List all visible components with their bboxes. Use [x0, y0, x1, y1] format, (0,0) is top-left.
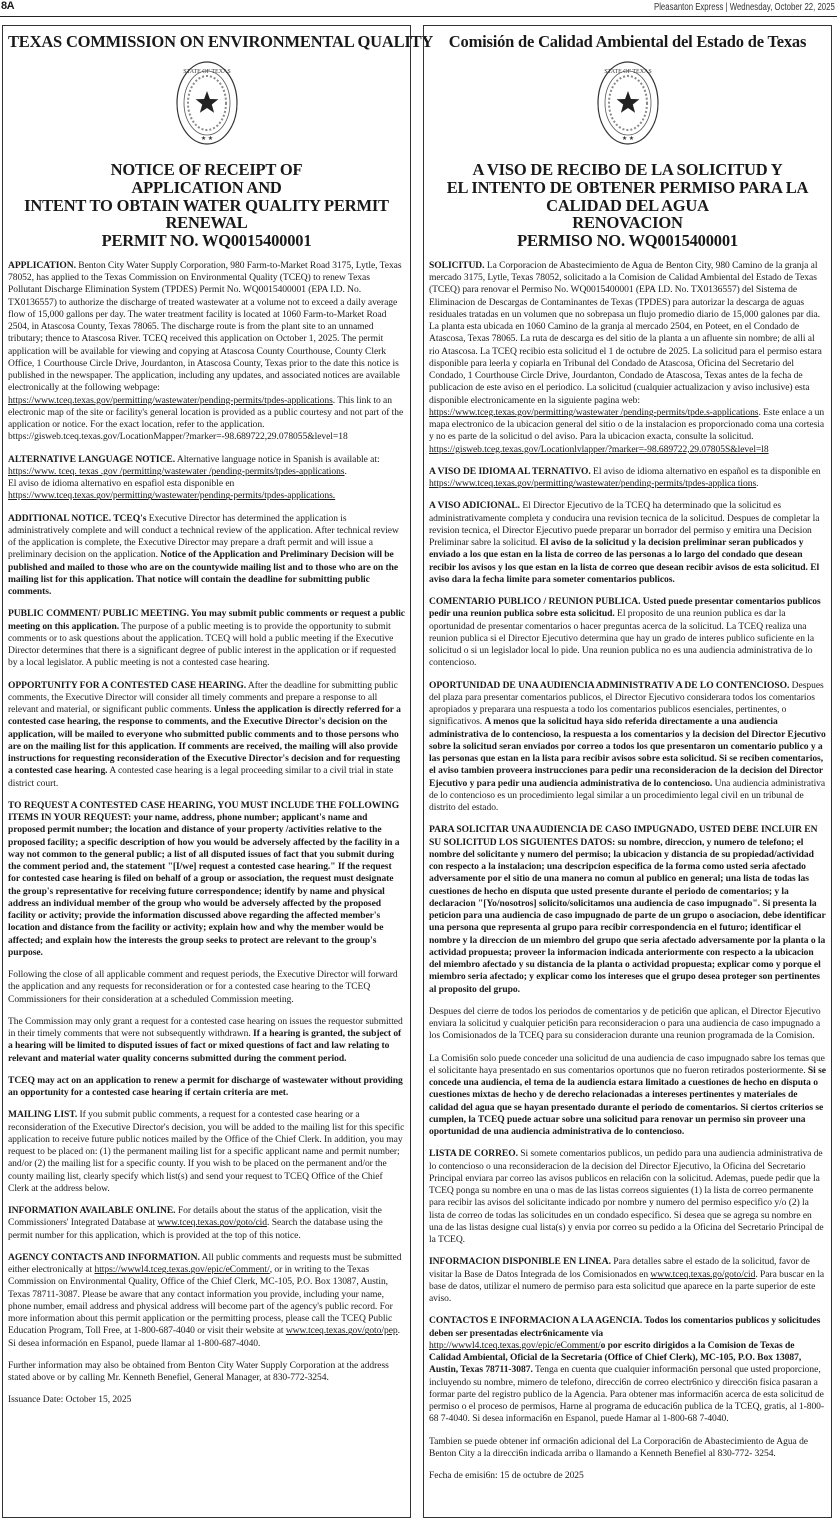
svg-text:★ ★: ★ ★: [621, 136, 634, 142]
bold-text: ALTERNATIVE LANGUAGE NOTICE.: [8, 453, 176, 465]
body-text: Further information may also be obtained from Benton City Water Supply Corporation at the address stated above or by calling Mr. Kenneth Benefiel, General Manager, at 830-772-3254.: [8, 1359, 389, 1384]
notice-heading: NOTICE OF RECEIPT OF APPLICATION AND INTENT TO OBTAIN WATER QUALITY PERMIT RENEWAL PERMIT NO. WQ0015400001: [24, 160, 389, 251]
svg-text:STATE OF TEXAS: STATE OF TEXAS: [182, 69, 231, 75]
body-text: The Commission may only grant a request for a contested case hearing on issues the requestor submitted in their timely comments that were not subsequently withdrawn.: [8, 1015, 403, 1040]
notice-paragraph: [429, 1256, 826, 1305]
body-text: Tenga en cuenta que cualquier informaci6n personal que usted proporcione, incluyendo su nombre, mimero de telefono, direcci6n de correo electr6nico y direcci6n fisica pasaran a formar parte del registro publico de la Agencia. Para obtener mas informaci6n acerca de esta solicitud de permiso o el proceso de permisos, Harne al programa de educaci6n publica de la TCEQ, gratis, al 1-800-68 7-4040. Si desea informaci6n en Espanol, puede Hamar al 1-800-68 7-4040.: [429, 1364, 825, 1425]
notice-paragraph: [429, 466, 826, 491]
notice-paragraph: [8, 800, 405, 959]
body-text: .: [756, 478, 759, 490]
bold-text: INFORMACION DISPONIBLE EN LINEA.: [429, 1256, 611, 1268]
svg-text:STATE OF TEXAS: STATE OF TEXAS: [603, 69, 652, 75]
body-text: Para detalles sabre el estado de la solicitud, favor de visitar la Base de Datos Integrada de los Comisionados en: [429, 1256, 810, 1280]
notice-paragraph: [8, 1205, 405, 1242]
page-number: 8A: [1, 0, 15, 12]
url-link[interactable]: https://gisweb.tceg.texas.gov/Locationlvlapper/?marker=-98.689722,29.07805S&level=l8: [429, 443, 769, 455]
notice-paragraph: [429, 1470, 826, 1482]
url-link[interactable]: https://www.tceq.texas.gov/permitting/wastewater/pending-permits/tpdes-applications.: [8, 490, 336, 502]
body-text: . Search the database using the permit number for this application, which is provided at the top of this notice.: [8, 1217, 383, 1241]
notice-paragraph: [8, 608, 405, 669]
body-text: Benton City Water Supply Corporation, 980 Farm-to-Market Road 3175, Lytle, Texas 78052, has applied to the Texas Commission on Environmental Quality (TCEQ) to renew Texas Pollutant Discharge Elimination System (TPDES) Permit No. WQ0015400001 (EPA I.D. No. TX0136557) to authorize the discharge of treated wastewater at a volume not to exceed a daily average flow of 15,000 gallons per day. The water treatment facility is located at 1060 Farm-to-Market Road 2504, in Atascosa County, Texas 78065. The discharge route is from the plant site to an unnamed tributary; thence to Atascosa River. TCEQ received this application on October 1, 2025. The permit application will be available for viewing and copying at Atascosa County Courthouse, County Clerk Office, 1 Courthouse Circle Drive, Jourdanton, in Atascosa County, Texas prior to the date this notice is published in the newspaper. The application, including any updates, and associated notices are available electronically at the following webpage:: [8, 259, 402, 394]
body-text: Despues del plaza para presentar comentarios publicos, el Director Ejecutivo considerara todos los comentarios apropiados y preparara una respuesta a todo los comentarios publicos esenciales, pertinentes, o significativos.: [429, 679, 824, 728]
body-text: . El aviso de idioma alternativo en espafiol esta disponible en: [8, 465, 347, 490]
url-link[interactable]: https://www. tceq. texas .gov /permitting/wastewater /pending-permits/tpdes-applications: [8, 465, 345, 477]
notice-heading: A VISO DE RECIBO DE LA SOLICITUD Y EL INTENTO DE OBTENER PERMISO PARA LA CALIDAD DEL AGUA RENOVACION PERMISO NO. WQ0015400001: [446, 160, 809, 251]
svg-text:★ ★: ★ ★: [200, 136, 213, 142]
notice-body: [429, 260, 826, 1483]
texas-seal-icon: [176, 60, 238, 146]
notice-title: Comisión de Calidad Ambiental del Estado de Texas: [448, 32, 807, 51]
body-text: Following the close of all applicable comment and request periods, the Executive Director will forward the application and any requests for reconsideration or for a contested case hearing to the TCEQ Commissioners for their consideration at a scheduled Commission meeting.: [8, 969, 398, 1005]
body-text: If you submit public comments, a request for a contested case hearing or a reconsideration of the Executive Director's decision, you will be added to the mailing list for this specific application to receive future public notices mailed by the Office of the Chief Clerk. In addition, you may request to be placed on: (1) the permanent mailing list for a specific applicant name and permit number; and/or (2) the mailing list for a specific county. If you wish to be placed on the permanent and/or the county mailing list, clearly specify which list(s) and send your request to TCEQ Office of the Chief Clerk at the address below.: [8, 1109, 405, 1194]
body-text: El aviso de idioma alternativo en español es ta disponible en: [590, 465, 821, 477]
notice-paragraph: [429, 1053, 826, 1139]
url-link[interactable]: https://www.tceq.texas.gov/permitting/wastewater/pending-permits/tpdes-applications: [8, 394, 333, 406]
notice-paragraph: [429, 1148, 826, 1246]
notice-paragraph: [429, 824, 826, 996]
notice-paragraph: [8, 1075, 405, 1100]
notice-paragraph: [429, 500, 826, 586]
notice-paragraph: [8, 1109, 405, 1195]
notice-body: [8, 260, 405, 1407]
notice-paragraph: [8, 1394, 405, 1406]
english-notice: [2, 25, 434, 1518]
body-text: . This link to an electronic map of the site or facility's general location is provided as a public courtesy and not part of the application or notice. For the exact location, refer to the application. bttps://gisweb.tceq.texas.gov/LocationMapper/?marker=-98.689722,29.078055&level=18: [8, 394, 404, 443]
notice-paragraph: [429, 260, 826, 456]
url-link[interactable]: www.tceq.texas.gov/goto/cid: [157, 1217, 268, 1229]
bold-text: OPORTUNIDAD DE UNA AUDIENCIA ADMINISTRATIV A DE LO CONTENCIOSO.: [429, 679, 790, 691]
bold-text: SOLICITUD.: [429, 259, 485, 271]
bold-text: MAILING LIST.: [8, 1109, 78, 1121]
bold-text: TO REQUEST A CONTESTED CASE HEARING, YOU MUST INCLUDE THE FOLLOWING ITEMS IN YOUR REQUEST: your name, address, phone number; applicant's name and proposed permit number; the location and distance of your property /activities relative to the proposed facility; a specific description of how you would be adversely affected by the facility in a way not common to the general public; a list of all disputed issues of fact that you submit during the comment period and, the statement "[I/we] request a contested case hearing." If the request for contested case hearing is filed on behalf of a group or association, the request must designate the group's representative for receiving future correspondence; identify by name and physical address an individual member of the group who would be adversely affected by the proposed facility or activity; provide the information discussed above regarding the affected member's location and distance from the facility or activity; explain how and why the member would be affected; and explain how the interests the group seeks to protect are relevant to the group's purpose.: [8, 799, 400, 958]
body-text: Despues del cierre de todos los periodos de comentarios y de petici6n que aplican, el Director Ejecutivo enviara la solicitud y cualquier petici6n para reconsideracion o para una audiencia de caso impugnado a los Comisionados de la TCEQ para su consideracion durante una reunion programada de la Comision.: [429, 1005, 821, 1042]
bold-text: Notice of the Application and Preliminary Decision will be published and mailed to those who are on the countywide mailing list and to those who are on the mailing list for this application. That notice will contain the deadline for submitting public comments.: [8, 549, 399, 598]
body-text: La Comisi6n solo puede conceder una solicitud de una audiencia de caso impugnado sabre los temas que el solicitante haya presentado en sus comentarios oportunos que no fueron retirados posteriormente.: [429, 1052, 825, 1076]
masthead: [0, 0, 837, 17]
body-text: The purpose of a public meeting is to provide the opportunity to submit comments or to ask questions about the application. TCEQ will hold a public meeting if the Executive Director determines that there is a significant degree of public interest in the application or if requested by a local legislator. A public meeting is not a contested case hearing.: [8, 620, 397, 669]
notice-paragraph: [8, 969, 405, 1006]
bold-text: Unless the application is directly referred for a contested case hearing, the response to comments, and the Executive Director's decision on the application, will be mailed to everyone who submitted public comments and to those persons who are on the mailing list for this application. If comments are received, the mailing will also provide instructions for requesting reconsideration of the Executive Director's decision and for requesting a contested case hearing.: [8, 704, 401, 777]
body-text: La Corporacion de Abastecimiento de Agua de Benton City, 980 Camino de la granja al mercado 3175, Lytle, Texas 78052, solicitado a la Comision de Calidad Ambiental del Estado de Texas (TCEQ) para renovar el Permiso No. WQ0015400001 (EPA I.D. No. TX0136557) del Sistema de Eliminacion de Descargas de Contaminantes de Texas (TPDES) para autorizar la descarga de aguas residuales tratadas en un volumen que no sobrepasa un flujo promedio diario de 15,000 galones par dia. La planta esta ubicada en 1060 Camino de la granja al mercado 2504, en Poteet, en el Condado de Atascosa, Texas 78065. La ruta de descarga es del sitio de la planta a un afluente sin nombre; de alli al rio Atascosa. La TCEQ recibio esta solicitud el 1 de octubre de 2025. La solicitud para el permiso estara disponible para leerla y copiarla en Tribunal del Condado de Atascosa, Oficina del Secretario del Condado, 1 Courthouse Circle Drive, Jourdanton, Condado de Atascosa, Texas antes de la fecha de publicacion de este aviso en el periodico. La solicitud (cualquier actualizacion y aviso inclusive) esta disponible electronicamente en la siguiente pagina web:: [429, 259, 822, 406]
body-text: Una audiencia administrativa de lo contencioso es un procedimiento legal similar a un procedimiento legal civil en un tribunal de distrito del estado.: [429, 777, 826, 814]
bold-text: o por escrito dirigidos a la Comision de Texas de Calidad Ambiental, Oficial de la Secretaria (Office of Chief Clerk), MC-105, P.O. Box 13087, Austin, Texas 78711-3087.: [429, 1339, 802, 1376]
notice-paragraph: [429, 596, 826, 670]
bold-text: If a hearing is granted, the subject of a hearing will be limited to disputed issues of fact or mixed questions of fact and law relating to relevant and material water quality concerns submitted during the comment period.: [8, 1028, 402, 1064]
notice-paragraph: [8, 454, 405, 503]
bold-text: LISTA DE CORREO.: [429, 1148, 518, 1160]
notice-paragraph: [8, 1360, 405, 1385]
url-link[interactable]: https://www.tceq.texas.gov/permitting/wastewater/pending-permits/tpdes-applica tions: [429, 478, 757, 490]
notice-paragraph: [429, 1436, 826, 1461]
bold-text: El aviso de la solicitud y la decision preliminar seran publicados y enviado a los que estan en la lista de correo de las personas a lo largo del condado que desean recibir los avisos y los que estan en la lista de correo que desean recibir avisos de esta solicitud. El aviso dara la fecha limite para someter comentarios publicos.: [429, 537, 820, 585]
spanish-notice: [423, 25, 832, 1518]
bold-text: Si se concede una audiencia, el tema de la audiencia estara limitado a cuestiones de hecho en disputa o cuestiones mixtas de hecho y de derecho relacionadas a intereses pertinentes y materiales de calidad del agua que se hayan presentado durante el periodo de comentarios. Si ciertos criterios se cumplen, la TCEQ puede actuar sobre una solicitud para renovar un permiso sin proveer una oportunidad de una audiencia administrativa de lo contencioso.: [429, 1064, 826, 1138]
body-text: El proposito de una reunion publica es dar la oportunidad de presentar comentarios o hacer preguntas acerca de la solicitud. La TCEQ realiza una reunion publica si el Director Ejecutivo determina que hay un grado de interes publico suficiente en la solicitud o si un legislador local lo pide. Una reunion publica no es una audiencia administrativa de lo contencioso.: [429, 608, 815, 669]
body-text: Issuance Date: October 15, 2025: [8, 1394, 132, 1406]
url-link[interactable]: http://wwwl4.tceq.texas.gov/epic/eComment/: [429, 1339, 601, 1351]
dateline: Pleasanton Express | Wednesday, October 22, 2025: [654, 2, 835, 13]
texas-seal-icon: [597, 60, 659, 146]
bold-text: CONTACTOS E INFORMACION A LA AGENCIA. Todos los comentarios publicos y solicitudes deben ser presentadas electr6nicamente via: [429, 1315, 821, 1339]
body-text: After the deadline for submitting public comments, the Executive Director will consider all timely comments and prepare a response to all relevant and material, or significant public comments.: [8, 679, 398, 716]
url-link[interactable]: https://wwwl4.tceg.texas.gov/epic/eComment/: [94, 1264, 270, 1276]
url-link[interactable]: www.tceq.texas.gov/goto/pep: [285, 1325, 398, 1337]
body-text: For details about the status of the application, visit the Commissioners' Integrated Database at: [8, 1205, 382, 1229]
url-link[interactable]: https://www.tceg.texas.gov/permitting/wastewater /pending-permits/tpde.s-applications: [429, 406, 759, 418]
notice-paragraph: [8, 1252, 405, 1350]
notice-paragraph: [8, 680, 405, 790]
body-text: El Director Ejecutivo de la TCEQ ha determinado que la solicitud es administrativamente completa y conducira una revision tecnica de la solicitud. Despues de completar la revision tecnica, el Director Ejecutivo puede preparar un borrador del permiso y emitira una Decision Preliminar sabre la solicitud.: [429, 500, 820, 549]
body-text: Fecha de emisi6n: 15 de octubre de 2025: [429, 1470, 584, 1482]
body-text: Si somete comentarios publicos, un pedido para una audiencia administrativa de lo contencioso o una reconsideracion de la decision del Director Ejecutivo, la Oficina del Secretario Principal enviara par correo las avisos publicos en relaci6n con la solicitud. Ademas, puede pedir que la TCEQ ponga su nombre en una o mas de las listas correos siguientes (1) la lista de correo permanente para recibir las avisos del solicitante indicado por nombre y numero del permiso especifico y/o (2) la lista de correo de todas las solicitudes en un condado especifico. Si desea que se agrega su nombre en una de las listas designe cual lista(s) y envia por correo su pedido a la Oficina del Secretario Principal de la TCEQ.: [429, 1148, 824, 1246]
body-text: All public comments and requests must be submitted either electronically at: [8, 1251, 402, 1276]
notice-paragraph: [429, 1315, 826, 1425]
bold-text: TCEQ may act on an application to renew a permit for discharge of wastewater without providing an opportunity for a contested case hearing if certain criteria are met.: [8, 1074, 403, 1099]
body-text: . Para buscar en la base de datos, utilizar el numero de permiso para esta solicitud que aparece en la parte superior de este aviso.: [429, 1268, 825, 1305]
bold-text: INFORMATION AVAILABLE ONLINE.: [8, 1205, 176, 1217]
body-text: . Si desea información en Espanol, puede llamar al 1-800-687-4040.: [8, 1325, 400, 1349]
bold-text: PARA SOLICITAR UNA AUDIENCIA DE CASO IMPUGNADO, USTED DEBE INCLUIR EN SU SOLICITUD LOS SIGUIENTES DATOS: su nombre, direccion, y numero de telefono; el nombre del solicitante y numero del permiso; la ubicacion y distancia de su propiedad/actividad con respecto a la instalacion; una descripcion especifica de la forma como usted seria afectado adversamente por el sitio de una manera no comun al publico en general; una lista de todas las cuestiones de hecho en disputa que usted presente durante el periodo de comentarios; y la declaracion "[Yo/nosotros] solicito/solicitamos una audiencia de caso impugnado". Si presenta la peticion para una audiencia de caso impugnado de parte de un grupo o asociacion, debe identificar una persona que representa al grupo para recibir correspondencia en el futuro; identificar el nombre y la direccion de un miembro del grupo que seria afectado adversamente por la planta o la actividad propuesta; proveer la informacion indicada anteriormente con respecto a la ubicacion del miembro afectado y su distancia de la planta o actividad propuesta; explicar como y porque el miembro seria afectado; y explicar como los intereses que el grupo desea proteger son pertinentes al proposito del grupo.: [429, 824, 826, 995]
body-text: Alternative language notice in Spanish is available at:: [175, 453, 380, 465]
body-text: Tambien se puede obtener inf ormaci6n adicional del La Corporaci6n de Abastecimiento de Agua de Benton City a la direcci6n indicada arriba o llamando a Kenneth Benefiel al 830-772- 3254.: [429, 1435, 808, 1459]
bold-text: APPLICATION.: [8, 259, 76, 271]
notice-paragraph: [8, 260, 405, 444]
notice-paragraph: [429, 680, 826, 815]
bold-text: COMENTARIO PUBLICO / REUNION PUBLICA. Usted puede presentar comentarios publicos pedir una reunion publica sobre esta solicitud.: [429, 596, 821, 620]
url-link[interactable]: www.tceq.texas.go/goto/cid: [650, 1268, 756, 1280]
bold-text: PUBLIC COMMENT/ PUBLIC MEETING. You may submit public comments or request a public meeting on this application.: [8, 608, 405, 632]
notice-paragraph: [429, 1006, 826, 1043]
body-text: . Este enlace a un mapa electronico de la ubicacion general del sitio o de la instalacion es proporcionado coma una cortesia y no es parte de la solicitud o del aviso. Para la ubicacion exacta, consulte la solicitud.: [429, 406, 825, 443]
body-text: , or in writing to the Texas Commission on Environmental Quality, Office of the Chief Clerk, MC-105, P.O. Box 13087, Austin, Texas 78711-3087. Please be aware that any contact information you provide, including your name, phone number, email address and physical address will become part of the agency's public record. For more information about this permit application or the permitting process, please call the TCEQ Public Education Program, Toll Free, at 1-800-687-4040 or visit their website at: [8, 1264, 393, 1337]
bold-text: A VISO DE IDIOMA AL TERNATIVO.: [429, 465, 591, 477]
notice-title: TEXAS COMMISSION ON ENVIRONMENTAL QUALITY: [8, 32, 434, 51]
notice-paragraph: [8, 513, 405, 599]
bold-text: A menos que la solicitud haya sido referida directamente a una audiencia administrativa de lo contencioso, la respuesta a los comentarios y la decision del Director Ejecutivo sobre la solicitud seran enviados por correo a todos los que presentaron un comentario publico y a las personas que estan en la lista para recibir avisos sobre esta solicitud. Si se reciben comentarios, el aviso tambien proveera instrucciones para pedir una reconsideracion de la decision del Director Ejecutivo y para pedir una audiencia administrativa de lo contencioso.: [429, 716, 826, 789]
bold-text: ADDITIONAL NOTICE. TCEQ's: [8, 512, 147, 524]
body-text: A contested case hearing is a legal proceeding similar to a civil trial in state district court.: [8, 765, 394, 789]
notice-paragraph: [8, 1016, 405, 1065]
bold-text: A VISO ADICIONAL.: [429, 500, 521, 512]
bold-text: AGENCY CONTACTS AND INFORMATION.: [8, 1251, 200, 1263]
bold-text: OPPORTUNITY FOR A CONTESTED CASE HEARING.: [8, 679, 247, 691]
body-text: Executive Director has determined the application is administratively complete and will conduct a technical review of the application. After technical review of the application is complete, the Executive Director may prepare a draft permit and will issue a preliminary decision on the application.: [8, 512, 399, 561]
